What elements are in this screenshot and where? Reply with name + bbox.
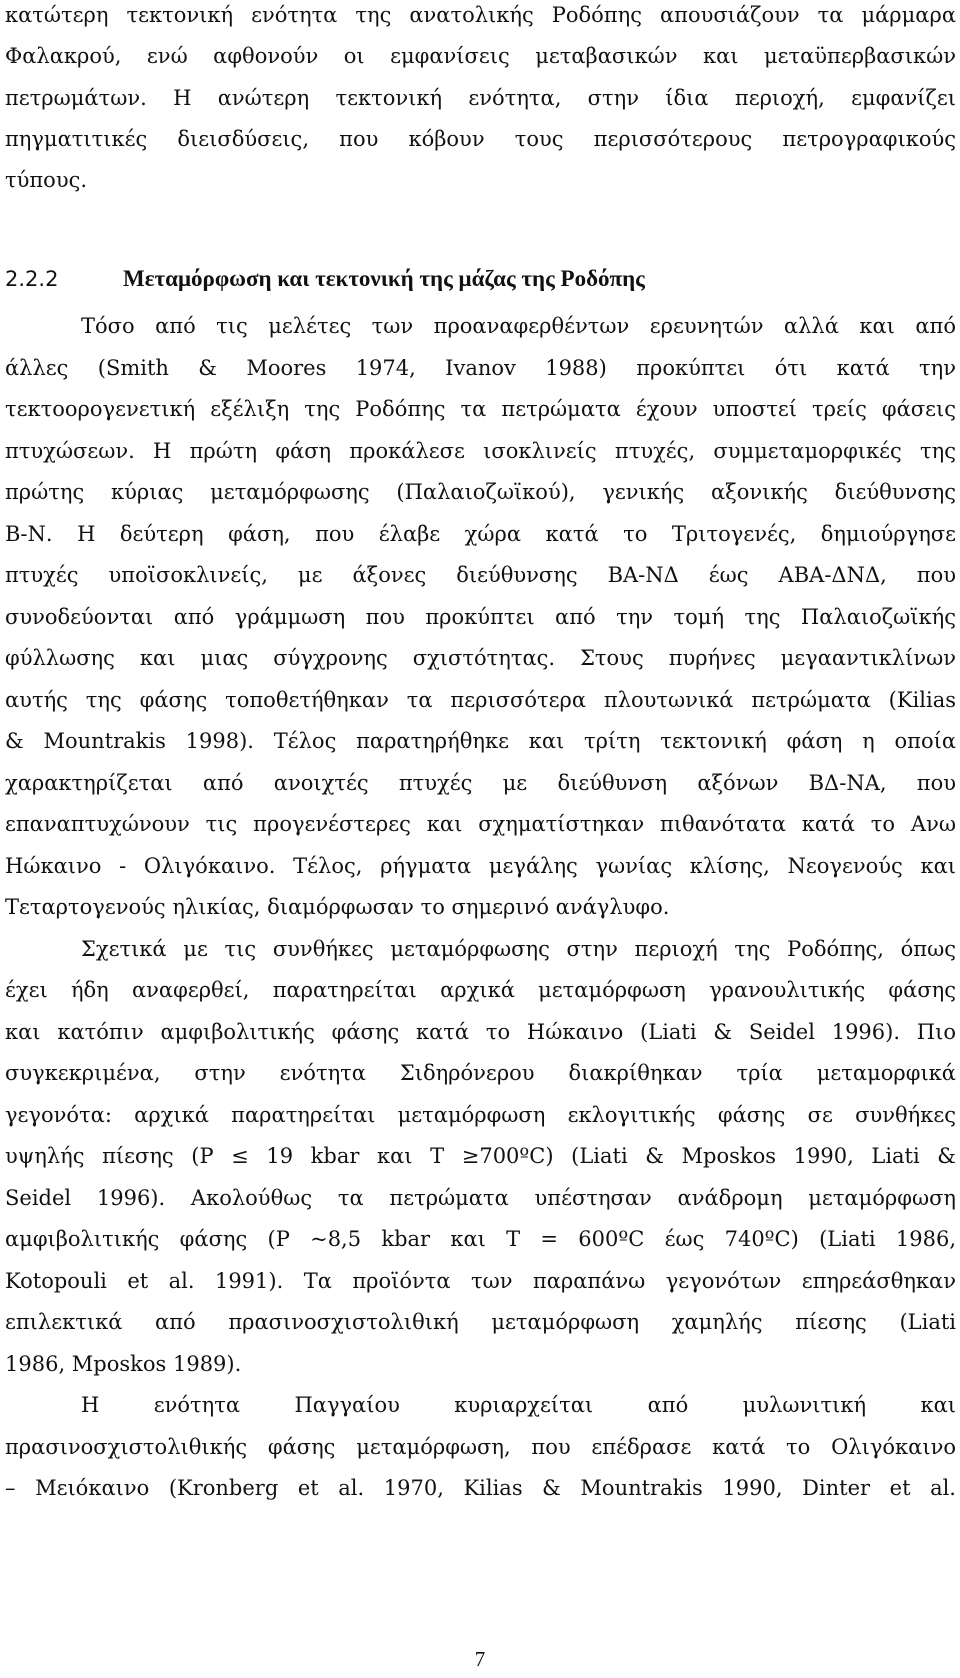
text-line: και κατόπιν αμφιβολιτικής φάσης κατά το Ηώκαινο (Liati & Seidel 1996). Πιο — [5, 1020, 956, 1044]
text-line: – Μειόκαινο (Kronberg et al. 1970, Kilias & Mountrakis 1990, Dinter et al. — [5, 1476, 956, 1500]
text-line: Β-Ν. Η δεύτερη φάση, που έλαβε χώρα κατά το Τριτογενές, δημιούργησε — [5, 522, 956, 546]
text-line: Τεταρτογενούς ηλικίας, διαμόρφωσαν το σημερινό ανάγλυφο. — [5, 895, 670, 919]
text-line: Σχετικά με τις συνθήκες μεταμόρφωσης στην περιοχή της Ροδόπης, όπως — [81, 937, 956, 961]
text-line: πρώτης κύριας μεταμόρφωσης (Παλαιοζωϊκού), γενικής αξονικής διεύθυνσης — [5, 480, 956, 504]
text-line: επιλεκτικά από πρασινοσχιστολιθική μεταμόρφωση χαμηλής πίεσης (Liati — [5, 1310, 956, 1334]
text-line: 1986, Mposkos 1989). — [5, 1352, 242, 1376]
text-line: χαρακτηρίζεται από ανοιχτές πτυχές με διεύθυνση αξόνων ΒΔ-ΝΑ, που — [5, 771, 956, 795]
section-title: Μεταμόρφωση και τεκτονική της μάζας της Ροδόπης — [123, 266, 645, 291]
text-line: πηγματιτικές διεισδύσεις, που κόβουν τους περισσότερους πετρογραφικούς — [5, 127, 956, 151]
text-line: πετρωμάτων. Η ανώτερη τεκτονική ενότητα, στην ίδια περιοχή, εμφανίζει — [5, 86, 956, 110]
text-line: τύπους. — [5, 168, 88, 192]
text-line: Seidel 1996). Ακολούθως τα πετρώματα υπέστησαν ανάδρομη μεταμόρφωση — [5, 1186, 956, 1210]
page-number: 7 — [474, 1647, 486, 1671]
text-line: συνοδεύονται από γράμμωση που προκύπτει από την τομή της Παλαιοζωϊκής — [5, 605, 956, 629]
text-line: γεγονότα: αρχικά παρατηρείται μεταμόρφωση εκλογιτικής φάσης σε συνθήκες — [5, 1103, 956, 1127]
text-line: τεκτοορογενετική εξέλιξη της Ροδόπης τα πετρώματα έχουν υποστεί τρείς φάσεις — [5, 397, 956, 421]
text-line: υψηλής πίεσης (P ≤ 19 kbar και T ≥700ºC) (Liati & Mposkos 1990, Liati & — [5, 1144, 956, 1168]
text-line: επαναπτυχώνουν τις προγενέστερες και σχηματίστηκαν πιθανότατα κατά το Ανω — [5, 812, 956, 836]
text-line: αμφιβολιτικής φάσης (P ~8,5 kbar και T = 600ºC έως 740ºC) (Liati 1986, — [5, 1227, 956, 1251]
text-line: αυτής της φάσης τοποθετήθηκαν τα περισσότερα πλουτωνικά πετρώματα (Kilias — [5, 688, 956, 712]
section-number: 2.2.2 — [5, 267, 59, 291]
text-line: Φαλακρού, ενώ αφθονούν οι εμφανίσεις μεταβασικών και μεταϋπερβασικών — [5, 44, 956, 68]
text-line: & Mountrakis 1998). Τέλος παρατηρήθηκε και τρίτη τεκτονική φάση η οποία — [5, 729, 956, 753]
text-line: Η ενότητα Παγγαίου κυριαρχείται από μυλωνιτική και — [81, 1393, 956, 1417]
text-line: φύλλωσης και μιας σύγχρονης σχιστότητας. Στους πυρήνες μεγααντικλίνων — [5, 646, 956, 670]
text-line: πρασινοσχιστολιθικής φάσης μεταμόρφωση, που επέδρασε κατά το Ολιγόκαινο — [5, 1435, 956, 1459]
text-line: άλλες (Smith & Moores 1974, Ivanov 1988) προκύπτει ότι κατά την — [5, 356, 956, 380]
text-line: πτυχώσεων. Η πρώτη φάση προκάλεσε ισοκλινείς πτυχές, συμμεταμορφικές της — [5, 439, 956, 463]
text-line: συγκεκριμένα, στην ενότητα Σιδηρόνερου διακρίθηκαν τρία μεταμορφικά — [5, 1061, 956, 1085]
text-line: πτυχές υποϊσοκλινείς, με άξονες διεύθυνσης ΒΑ-ΝΔ έως ΑΒΑ-ΔΝΔ, που — [5, 563, 956, 587]
text-line: Τόσο από τις μελέτες των προαναφερθέντων ερευνητών αλλά και από — [81, 314, 956, 338]
text-line: Ηώκαινο - Ολιγόκαινο. Τέλος, ρήγματα μεγάλης γωνίας κλίσης, Νεογενούς και — [5, 854, 956, 878]
text-line: Kotopouli et al. 1991). Τα προϊόντα των παραπάνω γεγονότων επηρεάσθηκαν — [5, 1269, 956, 1293]
text-line: κατώτερη τεκτονική ενότητα της ανατολικής Ροδόπης απουσιάζουν τα μάρμαρα — [5, 3, 956, 27]
text-line: έχει ήδη αναφερθεί, παρατηρείται αρχικά μεταμόρφωση γρανουλιτικής φάσης — [5, 978, 956, 1002]
